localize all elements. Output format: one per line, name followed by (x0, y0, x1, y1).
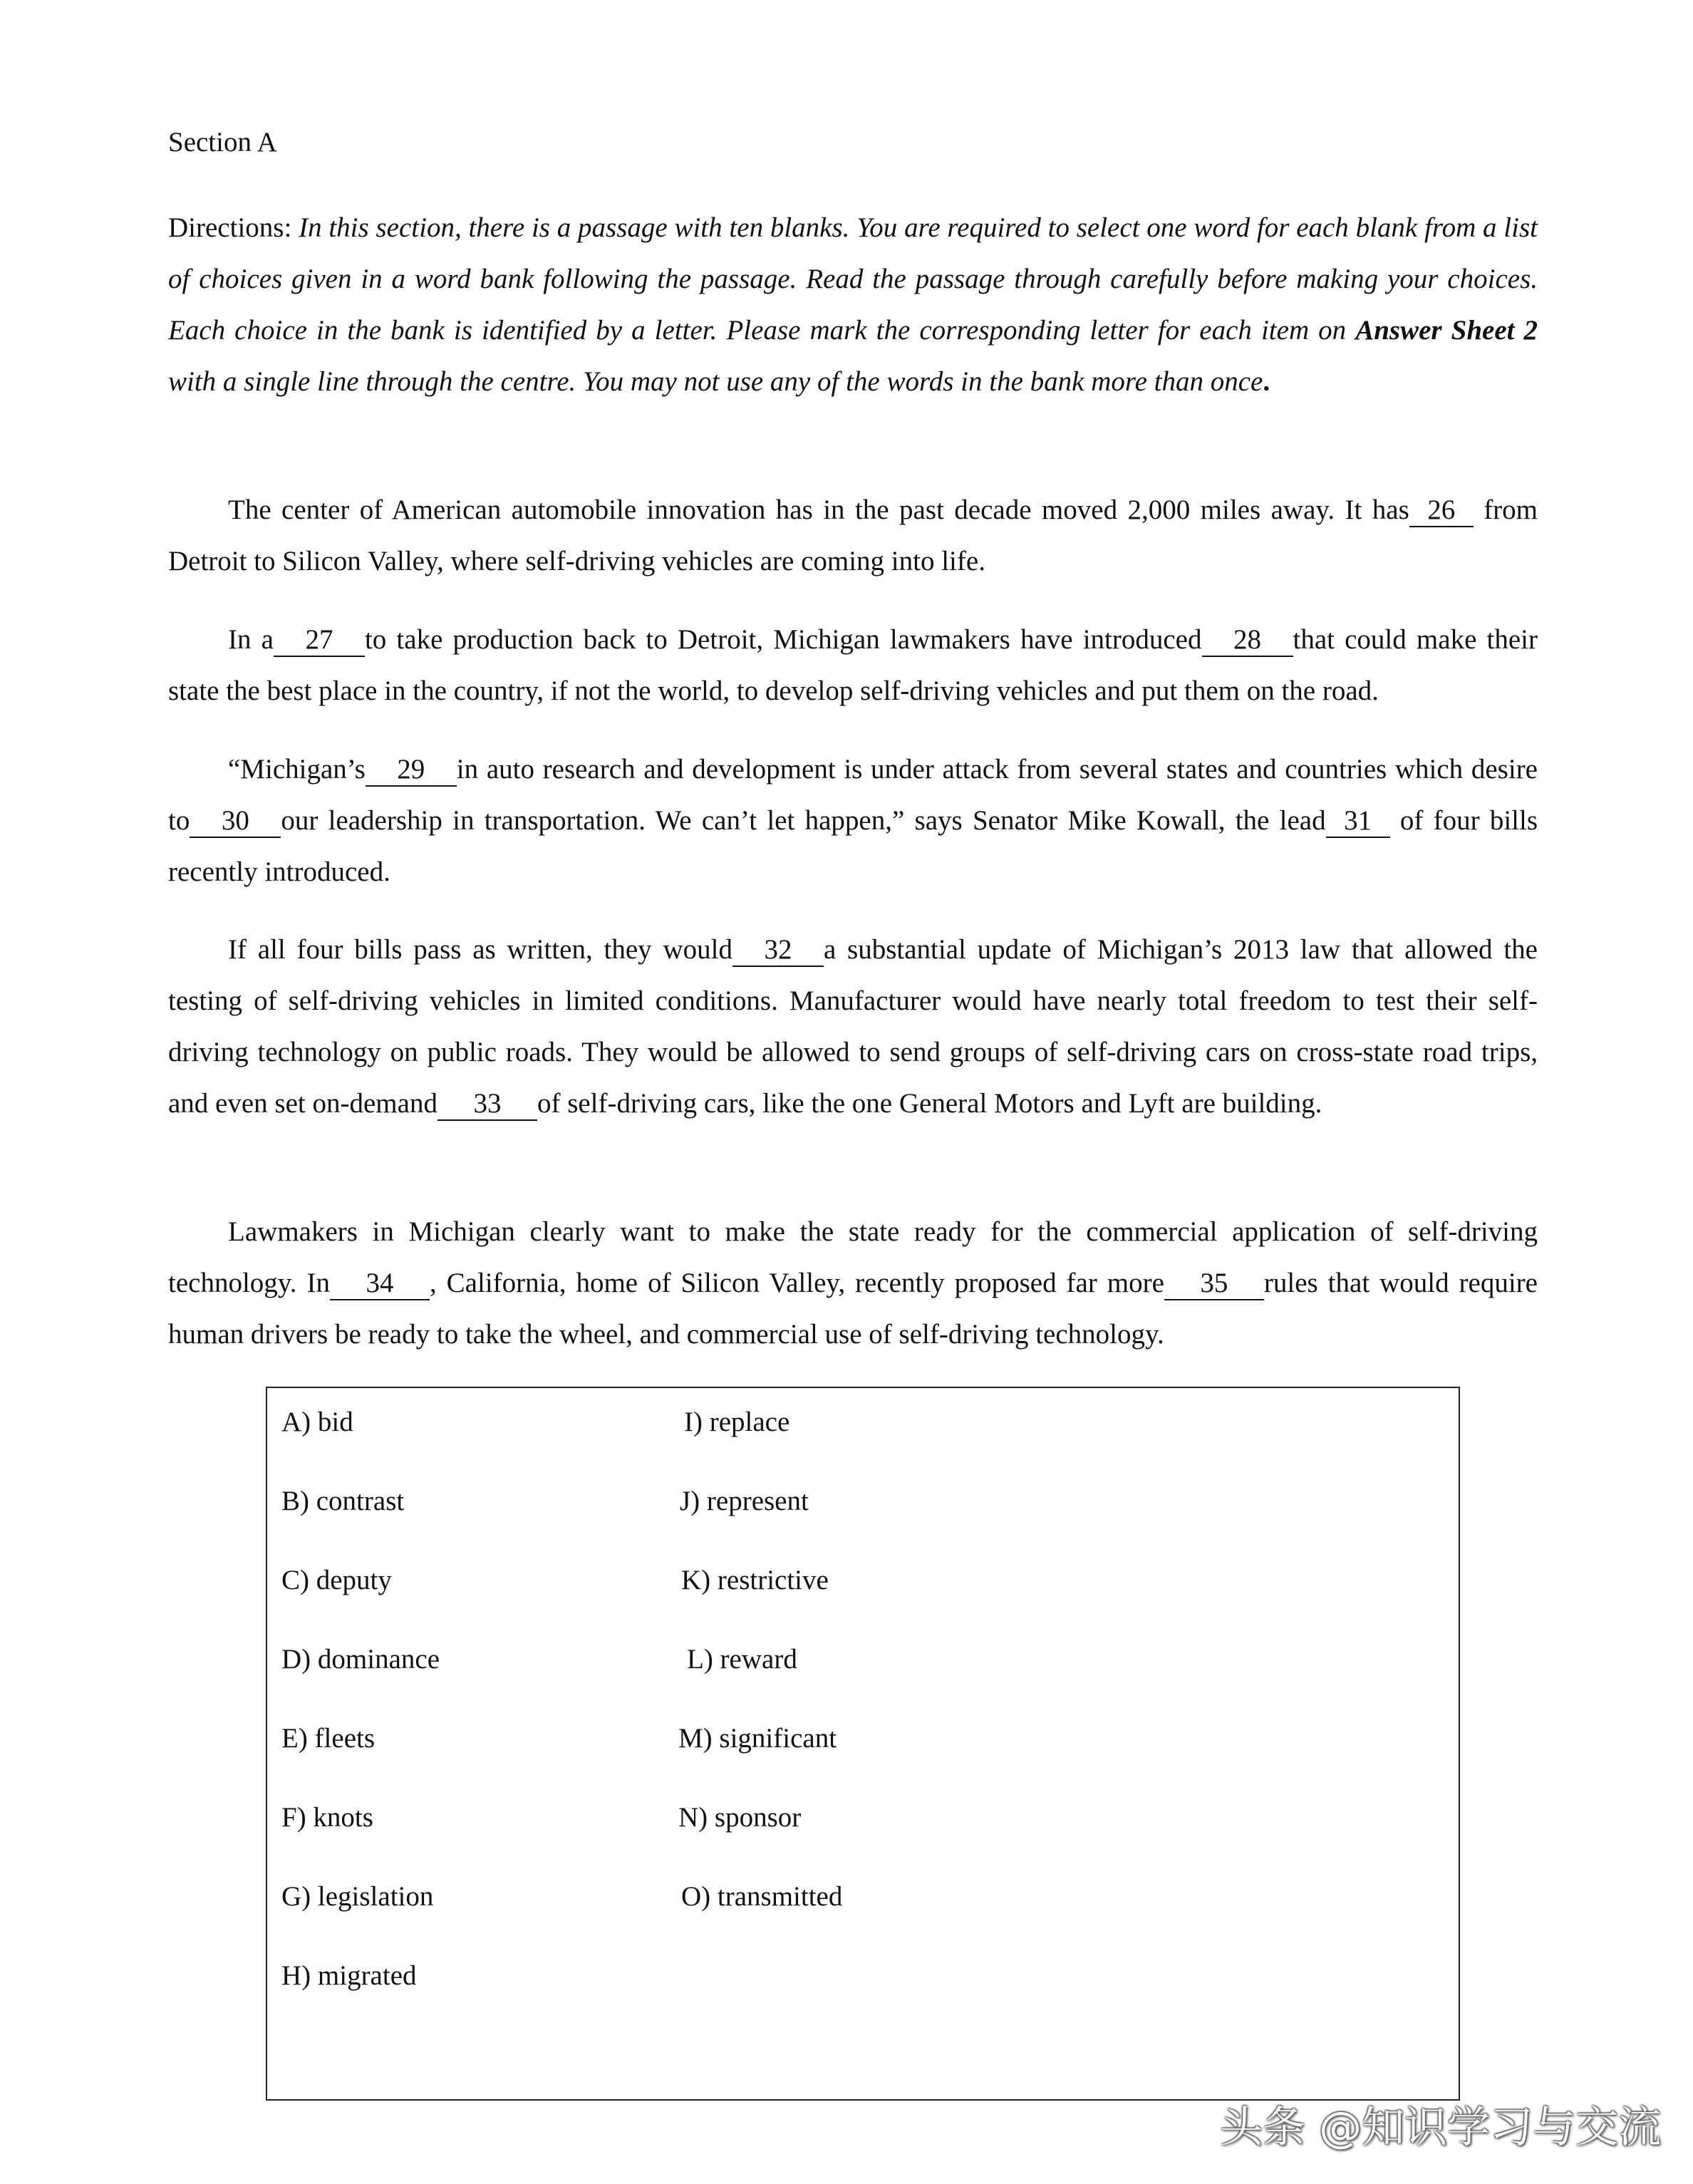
word-option-f: F) knots (281, 1802, 373, 1833)
word-option-n: N) sponsor (678, 1802, 802, 1833)
passage-text: In a (228, 624, 274, 655)
blank-28: 28 (1202, 624, 1293, 657)
blank-30: 30 (190, 805, 281, 838)
directions-text: In this section, there is a passage with ten blanks. You are required to select one word for each blank from a list of choices given in a word bank following the passage. Read the passage through carefully before making your choices. Each choice in the bank is identified by a letter. Please mark the corresponding letter for each item on (168, 212, 1538, 346)
passage-text: rules that would require human drivers be ready to take the wheel, and commercial use of self-driving technology. (168, 1268, 1538, 1350)
passage-text: from Detroit to Silicon Valley, where self-driving vehicles are coming into life. (168, 495, 1538, 576)
blank-33: 33 (438, 1088, 537, 1121)
blank-27: 27 (274, 624, 365, 657)
word-option-h: H) migrated (281, 1960, 417, 1991)
passage-text: to take production back to Detroit, Michigan lawmakers have introduced (364, 624, 1202, 655)
word-option-e: E) fleets (281, 1723, 376, 1754)
passage-text: in auto research and development is under attack from several states and countries which desire to (168, 754, 1538, 836)
word-option-l: L) reward (687, 1644, 797, 1675)
passage-text: If all four bills pass as written, they would (228, 934, 732, 965)
passage-text: The center of American automobile innovation has in the past decade moved 2,000 miles away. It has (228, 495, 1409, 525)
section-title: Section A (168, 127, 277, 157)
word-option-c: C) deputy (281, 1565, 392, 1595)
passage-paragraph-5 (168, 1206, 1538, 1360)
word-option-a: A) bid (281, 1407, 353, 1437)
answer-sheet-label: Answer Sheet 2 (1355, 315, 1538, 346)
passage-text: a substantial update of Michigan’s 2013 law that allowed the testing of self-driving vehicles in limited conditions. Manufacturer would have nearly total freedom to test their self-driving technology on public roads. They would be allowed to send groups of self-driving cars on cross-state road trips, and even set on-demand (168, 934, 1538, 1119)
blank-31: 31 (1326, 805, 1390, 838)
word-option-o: O) transmitted (681, 1881, 843, 1912)
word-option-j: J) represent (680, 1486, 809, 1516)
passage-paragraph-2 (168, 614, 1538, 717)
blank-35: 35 (1164, 1268, 1264, 1300)
blank-32: 32 (732, 934, 824, 967)
word-option-d: D) dominance (281, 1644, 440, 1675)
passage-text: of four bills recently introduced. (168, 805, 1538, 887)
directions (168, 202, 1538, 408)
directions-end-mark: . (1263, 366, 1270, 397)
word-option-b: B) contrast (281, 1486, 405, 1516)
passage-text: that could make their state the best place in the country, if not the world, to develop self-driving vehicles and put them on the road. (168, 624, 1538, 706)
word-bank (266, 1387, 1460, 2101)
passage-text: , California, home of Silicon Valley, recently proposed far more (429, 1268, 1164, 1298)
blank-34: 34 (330, 1268, 430, 1300)
directions-label: Directions: (168, 212, 292, 243)
word-option-g: G) legislation (281, 1881, 434, 1912)
passage-paragraph-1 (168, 485, 1538, 587)
blank-26: 26 (1409, 495, 1474, 527)
directions-text-end: with a single line through the centre. You may not use any of the words in the bank more than once (168, 366, 1263, 397)
word-option-k: K) restrictive (681, 1565, 829, 1595)
passage-text: our leadership in transportation. We can’t let happen,” says Senator Mike Kowall, the lead (281, 805, 1326, 836)
passage-paragraph-4 (168, 924, 1538, 1129)
passage-text: “Michigan’s (228, 754, 366, 785)
passage-paragraph-3 (168, 744, 1538, 898)
passage-text: Lawmakers in Michigan clearly want to make the state ready for the commercial application of self-driving technology. In (168, 1216, 1538, 1298)
blank-29: 29 (366, 754, 457, 787)
watermark-text: 头条 @知识学习与交流 (1220, 2103, 1662, 2153)
word-option-i: I) replace (684, 1407, 790, 1437)
word-option-m: M) significant (678, 1723, 837, 1754)
passage-text: of self-driving cars, like the one General Motors and Lyft are building. (537, 1088, 1322, 1119)
